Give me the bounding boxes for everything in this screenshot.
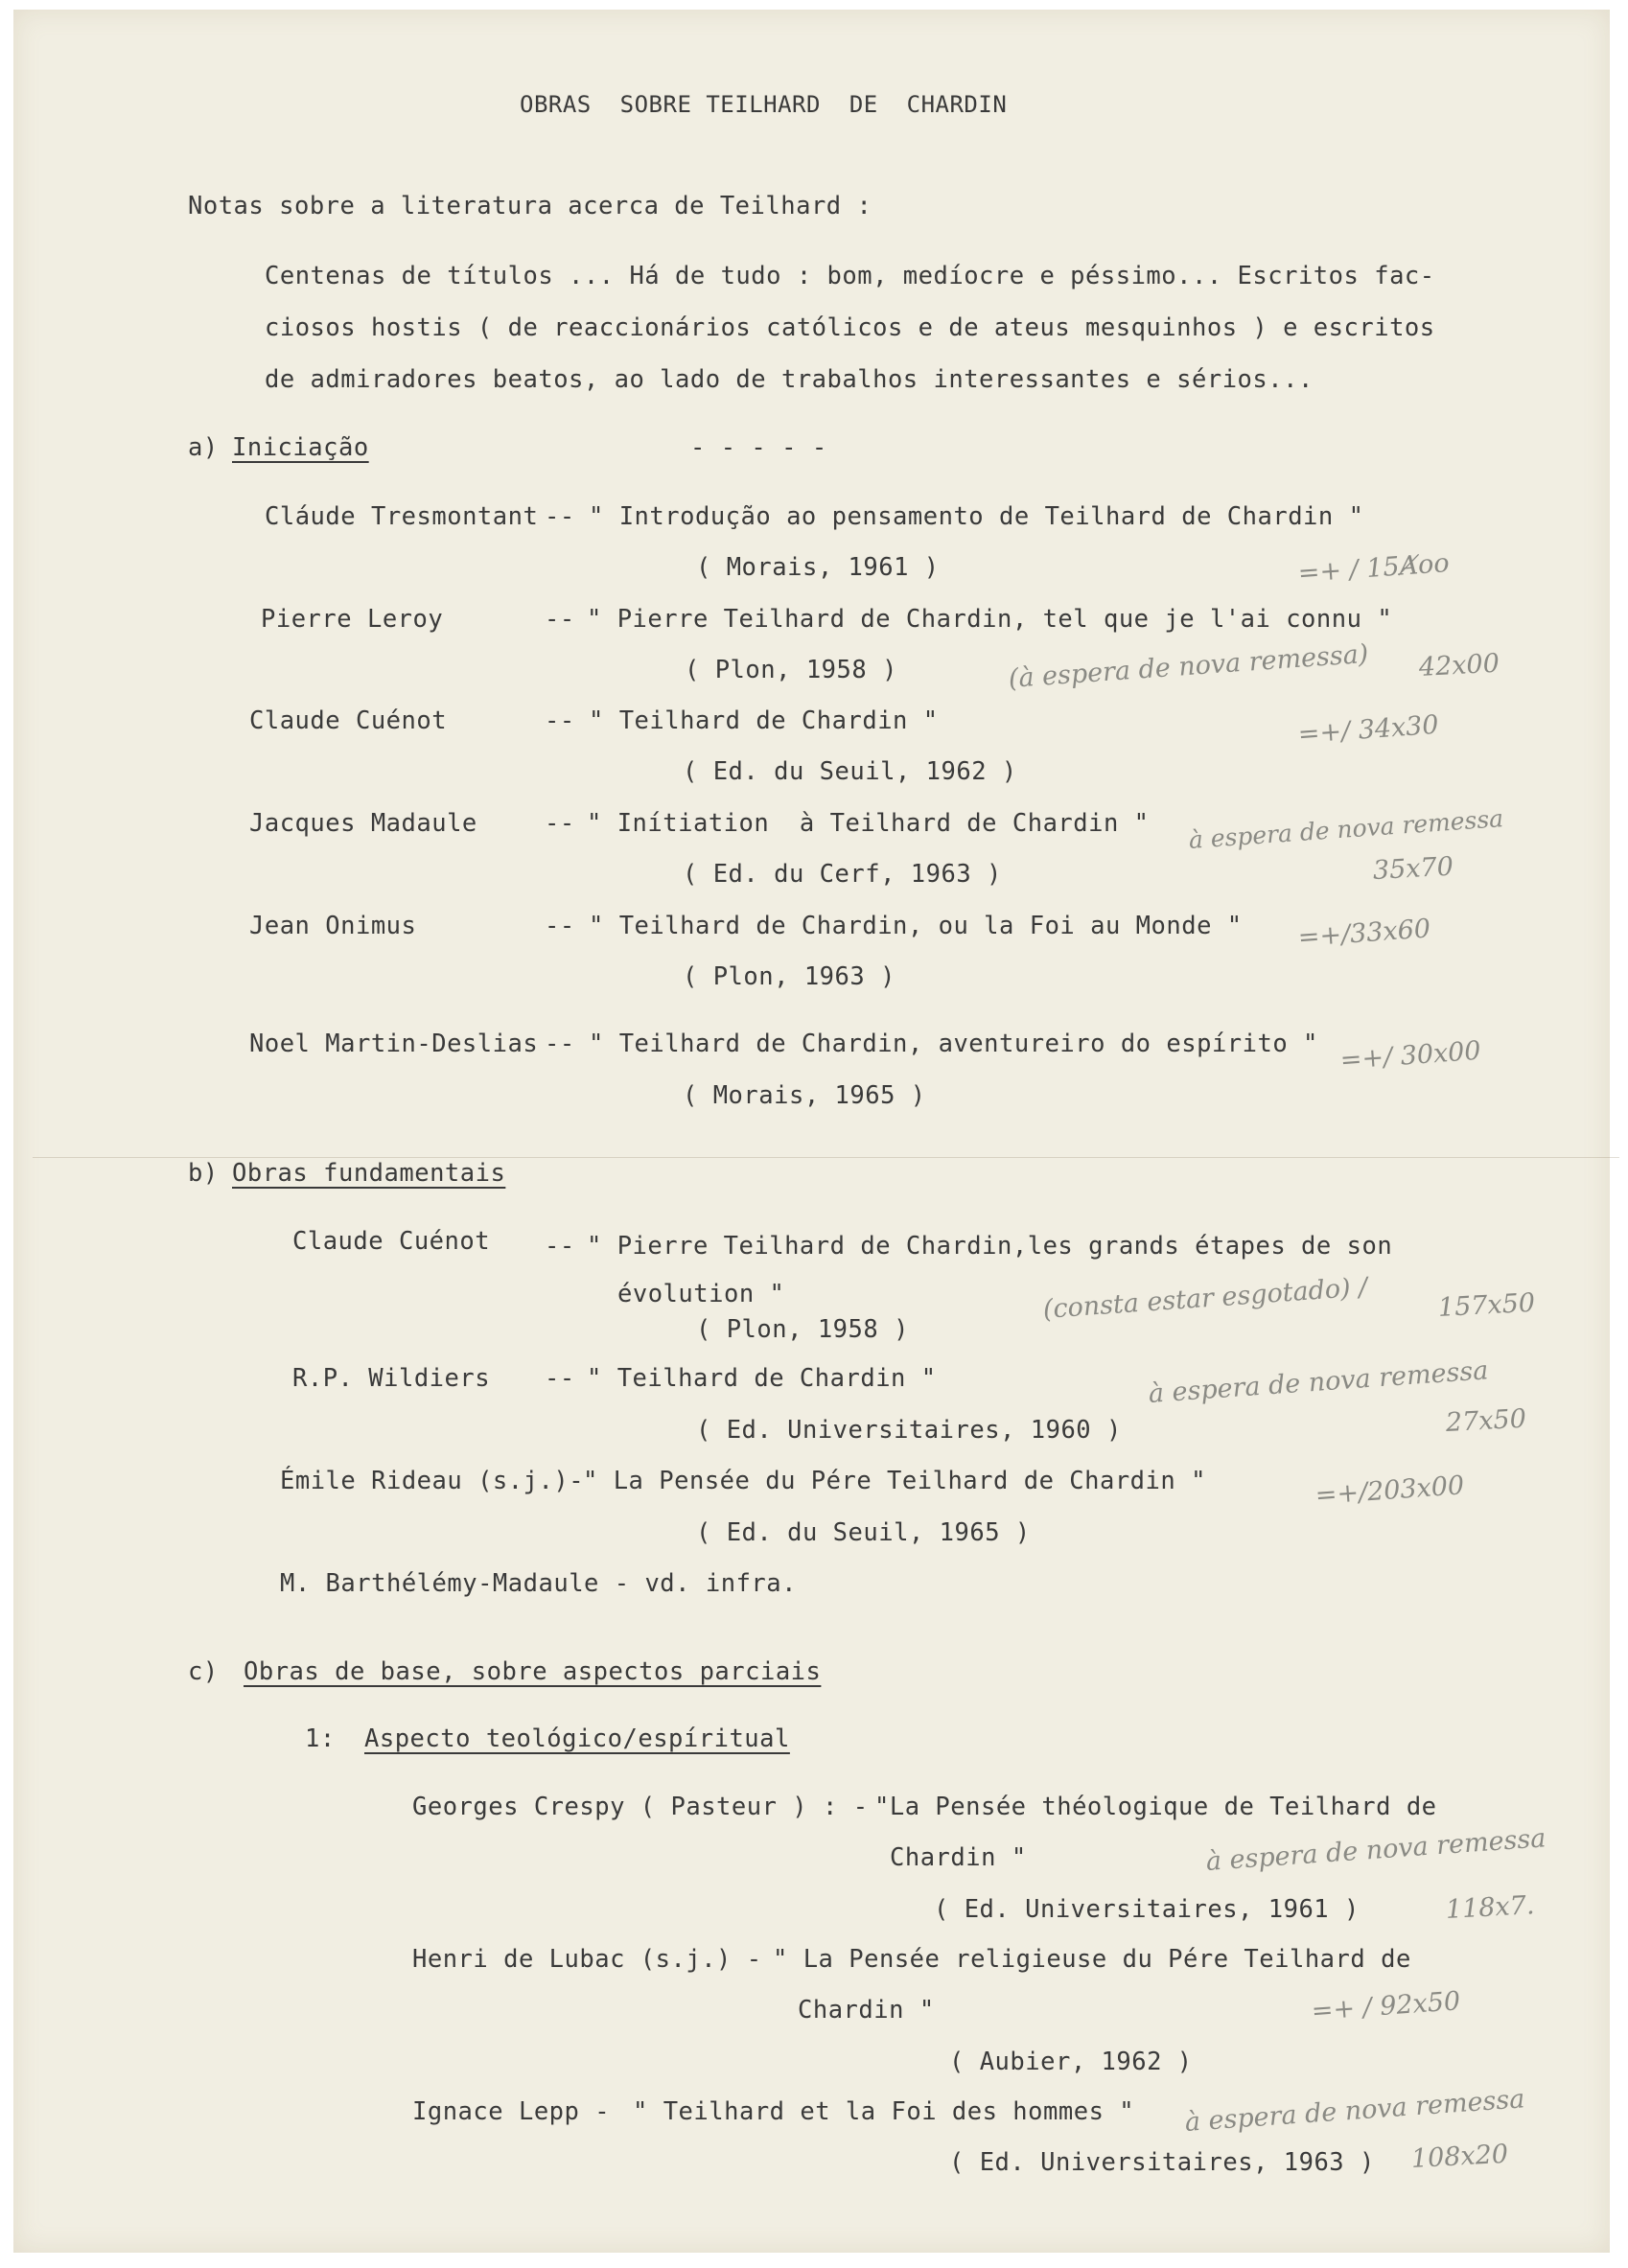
- entry-author: Ignace Lepp -: [412, 2097, 611, 2126]
- entry-work: "La Pensée théologique de Teilhard de: [874, 1793, 1437, 1821]
- section-a-dashes: - - - - -: [690, 433, 827, 462]
- entry-separator: --: [545, 1364, 575, 1393]
- handwritten-note: =+/203x00: [1314, 1470, 1466, 1511]
- subsection-number: 1:: [305, 1724, 336, 1753]
- handwritten-note: =+/ 30x00: [1338, 1035, 1482, 1076]
- entry-publisher: ( Plon, 1958 ): [696, 1315, 909, 1344]
- entry-publisher: ( Plon, 1963 ): [683, 962, 895, 991]
- entry-work-continued: Chardin ": [798, 1996, 935, 2025]
- handwritten-price: 35x70: [1372, 851, 1454, 886]
- section-c-title: Obras de base, sobre aspectos parciais: [244, 1657, 822, 1686]
- section-b-label: b): [188, 1159, 219, 1188]
- entry-work: " Teilhard et la Foi des hommes ": [633, 2097, 1135, 2126]
- entry-work: " Pierre Teilhard de Chardin, tel que je l'ai connu ": [587, 605, 1393, 634]
- intro-line-1: Centenas de títulos ... Há de tudo : bom, medíocre e péssimo... Escritos fac-: [265, 262, 1435, 290]
- entry-author: Georges Crespy ( Pasteur ) : -: [412, 1793, 869, 1821]
- handwritten-note: =+ / 92x50: [1310, 1986, 1462, 2026]
- entry-work: " La Pensée du Pére Teilhard de Chardin ": [583, 1467, 1206, 1495]
- intro-line-3: de admiradores beatos, ao lado de trabalhos interessantes e sérios...: [265, 365, 1314, 394]
- handwritten-price: 42x00: [1418, 648, 1500, 683]
- entry-work: " Teilhard de Chardin ": [589, 706, 939, 735]
- entry-separator: --: [545, 605, 575, 634]
- section-a-label: a): [188, 433, 219, 462]
- entry-work: " Teilhard de Chardin, aventureiro do espírito ": [589, 1030, 1318, 1058]
- handwritten-note: =+/ 34x30: [1296, 709, 1440, 750]
- entry-cross-reference: M. Barthélémy-Madaule - vd. infra.: [280, 1569, 797, 1598]
- section-b-title: Obras fundamentais: [232, 1159, 506, 1188]
- entry-separator: --: [545, 502, 575, 531]
- entry-author: Noel Martin-Deslias: [249, 1030, 539, 1058]
- entry-publisher: ( Morais, 1961 ): [696, 553, 940, 582]
- entry-publisher: ( Ed. du Cerf, 1963 ): [683, 860, 1002, 889]
- entry-author: Claude Cuénot: [249, 706, 448, 735]
- entry-author: Pierre Leroy: [261, 605, 444, 634]
- entry-work: " Teilhard de Chardin ": [587, 1364, 937, 1393]
- entry-work-continued: évolution ": [617, 1280, 785, 1308]
- entry-separator: --: [545, 1232, 575, 1261]
- entry-publisher: ( Ed. Universitaires, 1960 ): [696, 1416, 1122, 1445]
- section-a-title: Iniciação: [232, 433, 369, 462]
- entry-work: " Inítiation à Teilhard de Chardin ": [587, 809, 1150, 838]
- handwritten-note: à espera de nova remessa: [1204, 1823, 1547, 1877]
- entry-author: Émile Rideau (s.j.)-: [280, 1467, 585, 1495]
- handwritten-price: 27x50: [1445, 1403, 1527, 1438]
- entry-publisher: ( Aubier, 1962 ): [949, 2048, 1193, 2076]
- page-fold: [33, 1157, 1619, 1158]
- handwritten-note: à espera de nova remessa: [1187, 804, 1504, 854]
- entry-work: " Teilhard de Chardin, ou la Foi au Monde ": [589, 912, 1243, 940]
- intro-heading: Notas sobre a literatura acerca de Teilhard :: [188, 192, 872, 220]
- entry-author: Jean Onimus: [249, 912, 417, 940]
- handwritten-note: =+ / 15Ⱥoo: [1296, 548, 1451, 589]
- entry-author: Jacques Madaule: [249, 809, 477, 838]
- document-page: [13, 10, 1610, 2253]
- entry-publisher: ( Plon, 1958 ): [685, 656, 897, 684]
- entry-publisher: ( Ed. du Seuil, 1965 ): [696, 1518, 1031, 1547]
- handwritten-price: 157x50: [1437, 1287, 1536, 1323]
- handwritten-price: 118x7.: [1445, 1890, 1536, 1925]
- entry-work: " Pierre Teilhard de Chardin,les grands étapes de son: [587, 1232, 1393, 1261]
- page-title: OBRAS SOBRE TEILHARD DE CHARDIN: [520, 91, 1008, 118]
- subsection-title: Aspecto teológico/espíritual: [364, 1724, 790, 1753]
- section-c-label: c): [188, 1657, 219, 1686]
- entry-author: Claude Cuénot: [292, 1227, 491, 1256]
- entry-publisher: ( Ed. Universitaires, 1961 ): [934, 1895, 1360, 1924]
- entry-publisher: ( Ed. Universitaires, 1963 ): [949, 2148, 1375, 2177]
- entry-work-continued: Chardin ": [890, 1843, 1027, 1872]
- entry-author: Henri de Lubac (s.j.) -: [412, 1945, 762, 1974]
- entry-separator: --: [545, 912, 575, 940]
- entry-separator: --: [545, 1030, 575, 1058]
- entry-work: " La Pensée religieuse du Pére Teilhard de: [773, 1945, 1411, 1974]
- handwritten-price: 108x20: [1410, 2139, 1509, 2174]
- entry-separator: --: [545, 706, 575, 735]
- entry-author: R.P. Wildiers: [292, 1364, 491, 1393]
- entry-publisher: ( Morais, 1965 ): [683, 1081, 926, 1110]
- entry-publisher: ( Ed. du Seuil, 1962 ): [683, 757, 1017, 786]
- entry-separator: --: [545, 809, 575, 838]
- entry-author: Cláude Tresmontant: [265, 502, 539, 531]
- handwritten-note: à espera de nova remessa: [1183, 2084, 1526, 2138]
- entry-work: " Introdução ao pensamento de Teilhard de Chardin ": [589, 502, 1364, 531]
- handwritten-note: =+/33x60: [1296, 914, 1432, 953]
- handwritten-note: à espera de nova remessa: [1147, 1355, 1490, 1409]
- handwritten-note: (consta estar esgotado) /: [1041, 1272, 1369, 1325]
- handwritten-note: (à espera de nova remessa): [1007, 638, 1370, 694]
- intro-line-2: ciosos hostis ( de reaccionários católicos e de ateus mesquinhos ) e escritos: [265, 313, 1435, 342]
